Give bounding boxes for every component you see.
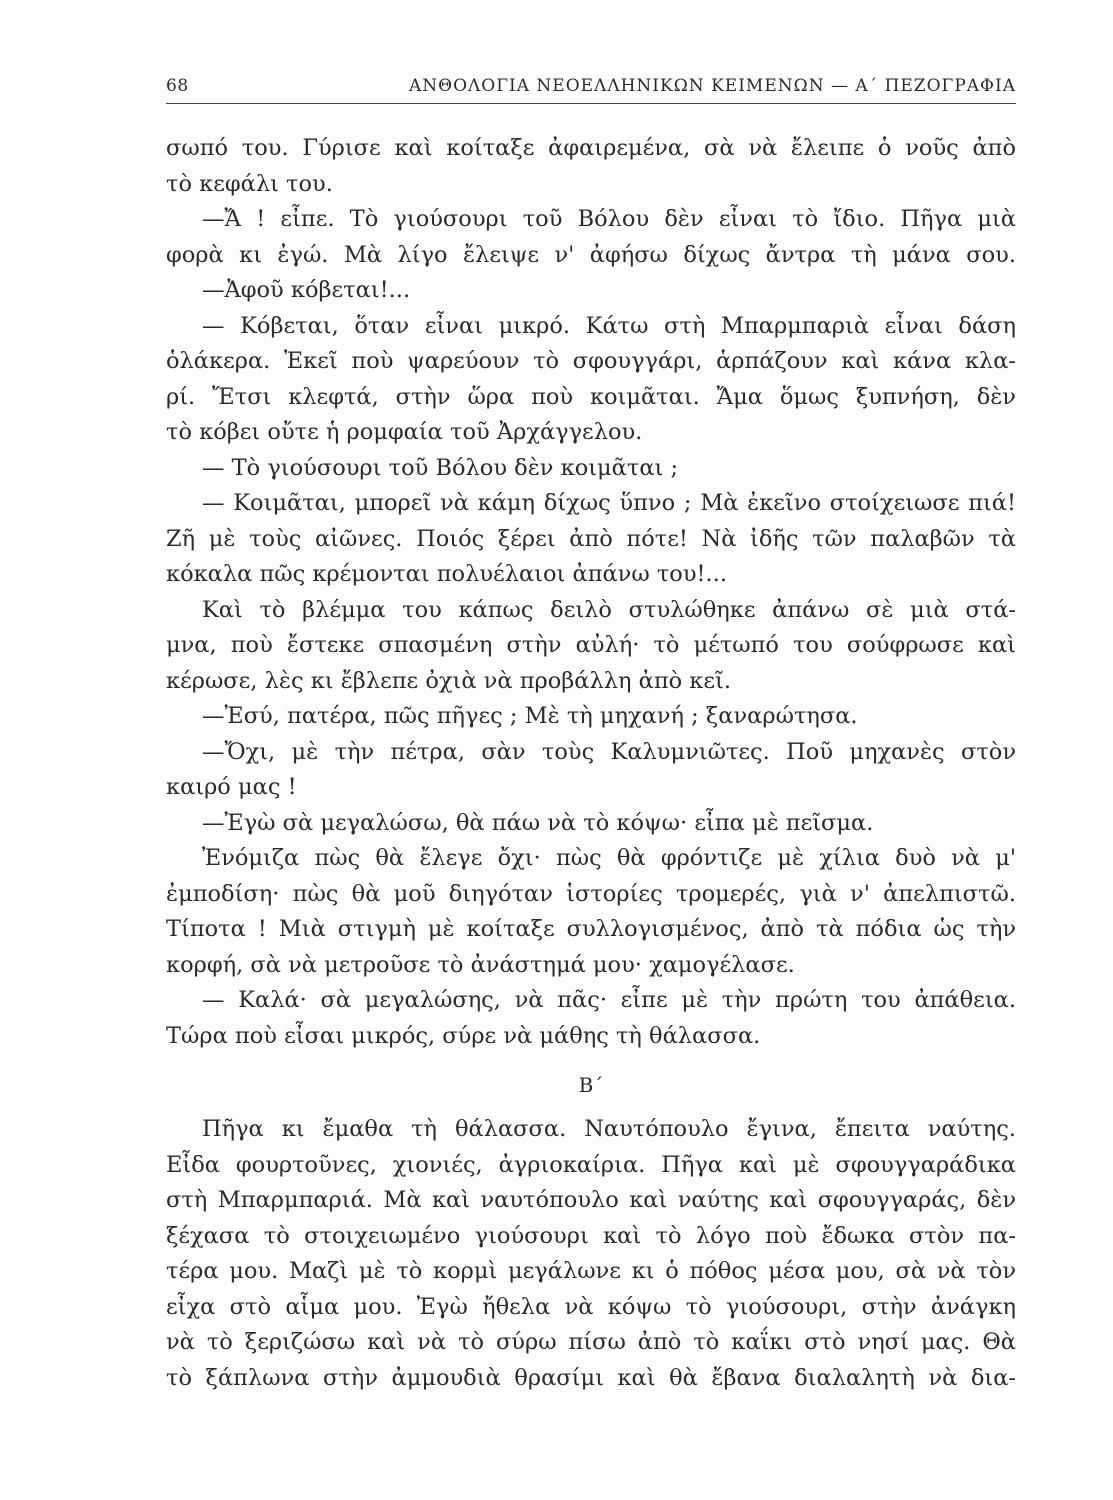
text-line: Τώρα ποὺ εἶσαι μικρός, σύρε νὰ μάθης τὴ θάλασσα. xyxy=(166,1022,761,1049)
text-line: τὸ κεφάλι του. xyxy=(166,170,333,197)
text-line: νὰ τὸ ξεριζώσω καὶ νὰ τὸ σύρω πίσω ἀπὸ τὸ καΐκι στὸ νησί μας. Θὰ xyxy=(166,1329,1016,1355)
text-line: — Τὸ γιούσουρι τοῦ Βόλου δὲν κοιμᾶται ; xyxy=(202,454,679,481)
page-number: 68 xyxy=(166,76,189,96)
section-heading: Β΄ xyxy=(578,1073,604,1097)
text-line: Εἶδα φουρτοῦνες, χιονιές, ἀγριοκαίρια. Πῆγα καὶ μὲ σφουγγαράδικα xyxy=(166,1151,1016,1178)
text-line: κόκαλα πῶς κρέμονται πολυέλαιοι ἀπάνω του!... xyxy=(166,561,728,587)
text-line: —Ὄχι, μὲ τὴν πέτρα, σὰν τοὺς Καλυμνιῶτες. Ποῦ μηχανὲς στὸν xyxy=(202,738,1016,765)
text-line: — Καλά· σὰ μεγαλώσης, νὰ πᾶς· εἶπε μὲ τὴν πρώτη του ἀπάθεια. xyxy=(202,987,1016,1013)
page-header xyxy=(166,72,1016,100)
text-line: τὸ ξάπλωνα στὴν ἀμμουδιὰ θρασίμι καὶ θὰ ἔβανα διαλαλητὴ νὰ δια- xyxy=(166,1364,1016,1391)
text-line: —Ἐγὼ σὰ μεγαλώσω, θὰ πάω νὰ τὸ κόψω· εἶπα μὲ πεῖσμα. xyxy=(202,809,874,836)
text-line: —Ἄ ! εἶπε. Τὸ γιούσουρι τοῦ Βόλου δὲν εἶναι τὸ ἴδιο. Πῆγα μιὰ xyxy=(202,206,1016,232)
text-line: τὸ κόβει οὔτε ἡ ρομφαία τοῦ Ἀρχάγγελου. xyxy=(166,419,643,445)
text-line: ρί. Ἔτσι κλεφτά, στὴν ὥρα ποὺ κοιμᾶται. Ἄμα ὅμως ξυπνήση, δὲν xyxy=(166,383,1016,410)
text-line: κέρωσε, λὲς κι ἔβλεπε ὀχιὰ νὰ προβάλλη ἀπὸ κεῖ. xyxy=(166,667,731,694)
body-text xyxy=(166,131,1016,1396)
text-line: ὁλάκερα. Ἐκεῖ ποὺ ψαρεύουν τὸ σφουγγάρι, ἁρπάζουν καὶ κάνα κλα- xyxy=(166,348,1016,374)
header-rule xyxy=(166,103,1016,104)
text-line: Πῆγα κι ἔμαθα τὴ θάλασσα. Ναυτόπουλο ἔγινα, ἔπειτα ναύτης. xyxy=(202,1116,1016,1142)
text-line: ἐμποδίση· πὼς θὰ μοῦ διηγόταν ἱστορίες τρομερές, γιὰ ν' ἀπελπιστῶ. xyxy=(166,880,1016,907)
text-line: τέρα μου. Μαζὶ μὲ τὸ κορμὶ μεγάλωνε κι ὁ πόθος μέσα μου, σὰ νὰ τὸν xyxy=(166,1258,1016,1284)
text-line: μνα, ποὺ ἔστεκε σπασμένη στὴν αὐλή· τὸ μέτωπό του σούφρωσε καὶ xyxy=(166,632,1016,658)
text-line: σωπό του. Γύρισε καὶ κοίταξε ἀφαιρεμένα, σὰ νὰ ἔλειπε ὁ νοῦς ἀπὸ xyxy=(166,135,1016,161)
text-line: ξέχασα τὸ στοιχειωμένο γιούσουρι καὶ τὸ λόγο ποὺ ἔδωκα στὸν πα- xyxy=(166,1222,1016,1249)
running-title: ΑΝΘΟΛΟΓΙΑ ΝΕΟΕΛΛΗΝΙΚΩΝ ΚΕΙΜΕΝΩΝ — Α΄ ΠΕΖΟΓΡΑΦΙΑ xyxy=(408,76,1016,96)
text-line: Τίποτα ! Μιὰ στιγμὴ μὲ κοίταξε συλλογισμένος, ἀπὸ τὰ πόδια ὡς τὴν xyxy=(166,916,1016,942)
text-line: κορφή, σὰ νὰ μετροῦσε τὸ ἀνάστημά μου· χαμογέλασε. xyxy=(166,951,795,978)
text-line: — Κοιμᾶται, μπορεῖ νὰ κάμη δίχως ὕπνο ; Μὰ ἐκεῖνο στοίχειωσε πιά! xyxy=(202,490,1016,516)
text-line: στὴ Μπαρμπαριά. Μὰ καὶ ναυτόπουλο καὶ ναύτης καὶ σφουγγαράς, δὲν xyxy=(166,1187,1016,1213)
text-line: φορὰ κι ἐγώ. Μὰ λίγο ἔλειψε ν' ἀφήσω δίχως ἄντρα τὴ μάνα σου. xyxy=(166,241,1016,268)
text-line: — Κόβεται, ὅταν εἶναι μικρό. Κάτω στὴ Μπαρμπαριὰ εἶναι δάση xyxy=(202,312,1016,339)
text-line: —Ἀφοῦ κόβεται!... xyxy=(202,277,411,303)
text-line: Ζῆ μὲ τοὺς αἰῶνες. Ποιός ξέρει ἀπὸ πότε! Νὰ ἰδῆς τῶν παλαβῶν τὰ xyxy=(166,525,1016,552)
text-line: εἶχα στὸ αἷμα μου. Ἐγὼ ἤθελα νὰ κόψω τὸ γιούσουρι, στὴν ἀνάγκη xyxy=(166,1293,1016,1320)
text-line: —Ἐσύ, πατέρα, πῶς πῆγες ; Μὲ τὴ μηχανή ; ξαναρώτησα. xyxy=(202,703,858,729)
text-line: Καὶ τὸ βλέμμα του κάπως δειλὸ στυλώθηκε ἀπάνω σὲ μιὰ στά- xyxy=(202,596,1016,623)
text-line: καιρό μας ! xyxy=(166,774,297,800)
text-line: Ἐνόμιζα πὼς θὰ ἔλεγε ὄχι· πὼς θὰ φρόντιζε μὲ χίλια δυὸ νὰ μ' xyxy=(202,845,1016,871)
